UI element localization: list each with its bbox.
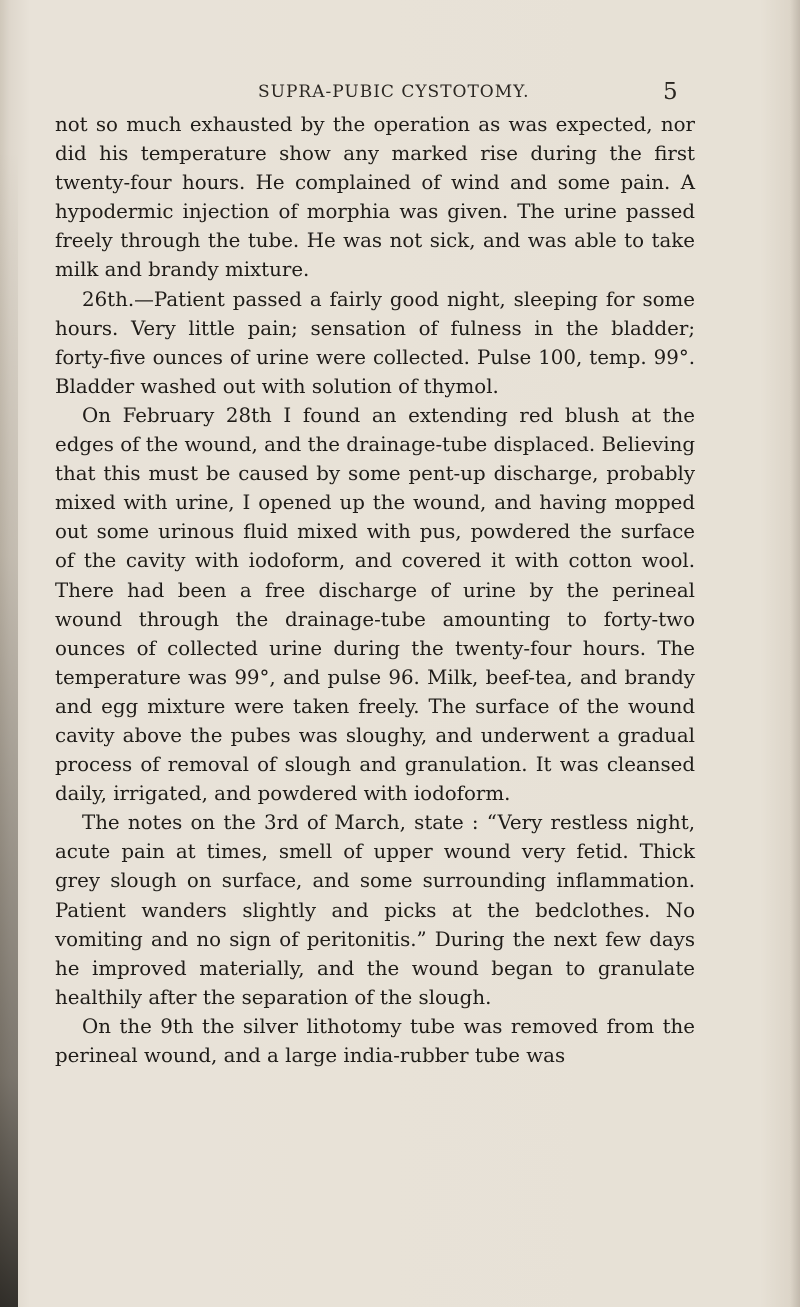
page-number: 5 <box>663 79 678 105</box>
body-text <box>55 110 695 1070</box>
paragraph: not so much exhausted by the operation as was expected, nor did his temperature show any marked rise during the first twenty-four hours. He complained of wind and some pain. A hypodermic injection of morphia was given. The urine passed freely through the tube. He was not sick, and was able to take milk and brandy mixture. <box>55 113 695 282</box>
page-edge <box>790 0 800 1307</box>
paragraph: The notes on the 3rd of March, state : “Very restless night, acute pain at times, smell of upper wound very fetid. Thick grey slough on surface, and some surrounding inflammation. Patient wanders slightly and picks at the bedclothes. No vomiting and no sign of peritonitis.” During the next few days he improved materially, and the wound began to granulate healthily after the separation of the slough. <box>55 811 695 1009</box>
running-head: SUPRA-PUBIC CYSTOTOMY. <box>258 82 530 102</box>
paragraph: On February 28th I found an extending red blush at the edges of the wound, and the drainage-tube displaced. Believing that this must be caused by some pent-up discharge, probably mixed with urine, I opened up the wound, and having mopped out some urinous fluid mixed with pus, powdered the surface of the cavity with iodoform, and covered it with cotton wool. There had been a free discharge of urine by the perineal wound through the drainage-tube amounting to forty-two ounces of collected urine during the twenty-four hours. The temperature was 99°, and pulse 96. Milk, beef-tea, and brandy and egg mixture were taken freely. The surface of the wound cavity above the pubes was sloughy, and underwent a gradual process of removal of slough and granulation. It was cleansed daily, irrigated, and powdered with iodoform. <box>55 403 695 806</box>
paragraph: 26th.—Patient passed a fairly good night, sleeping for some hours. Very little pain; sensation of fulness in the bladder; forty-five ounces of urine were collected. Pulse 100, temp. 99°. Bladder washed out with solution of thymol. <box>55 287 695 398</box>
binding-shadow <box>0 150 18 1307</box>
paragraph: On the 9th the silver lithotomy tube was removed from the perineal wound, and a large india-rubber tube was <box>55 1014 695 1067</box>
